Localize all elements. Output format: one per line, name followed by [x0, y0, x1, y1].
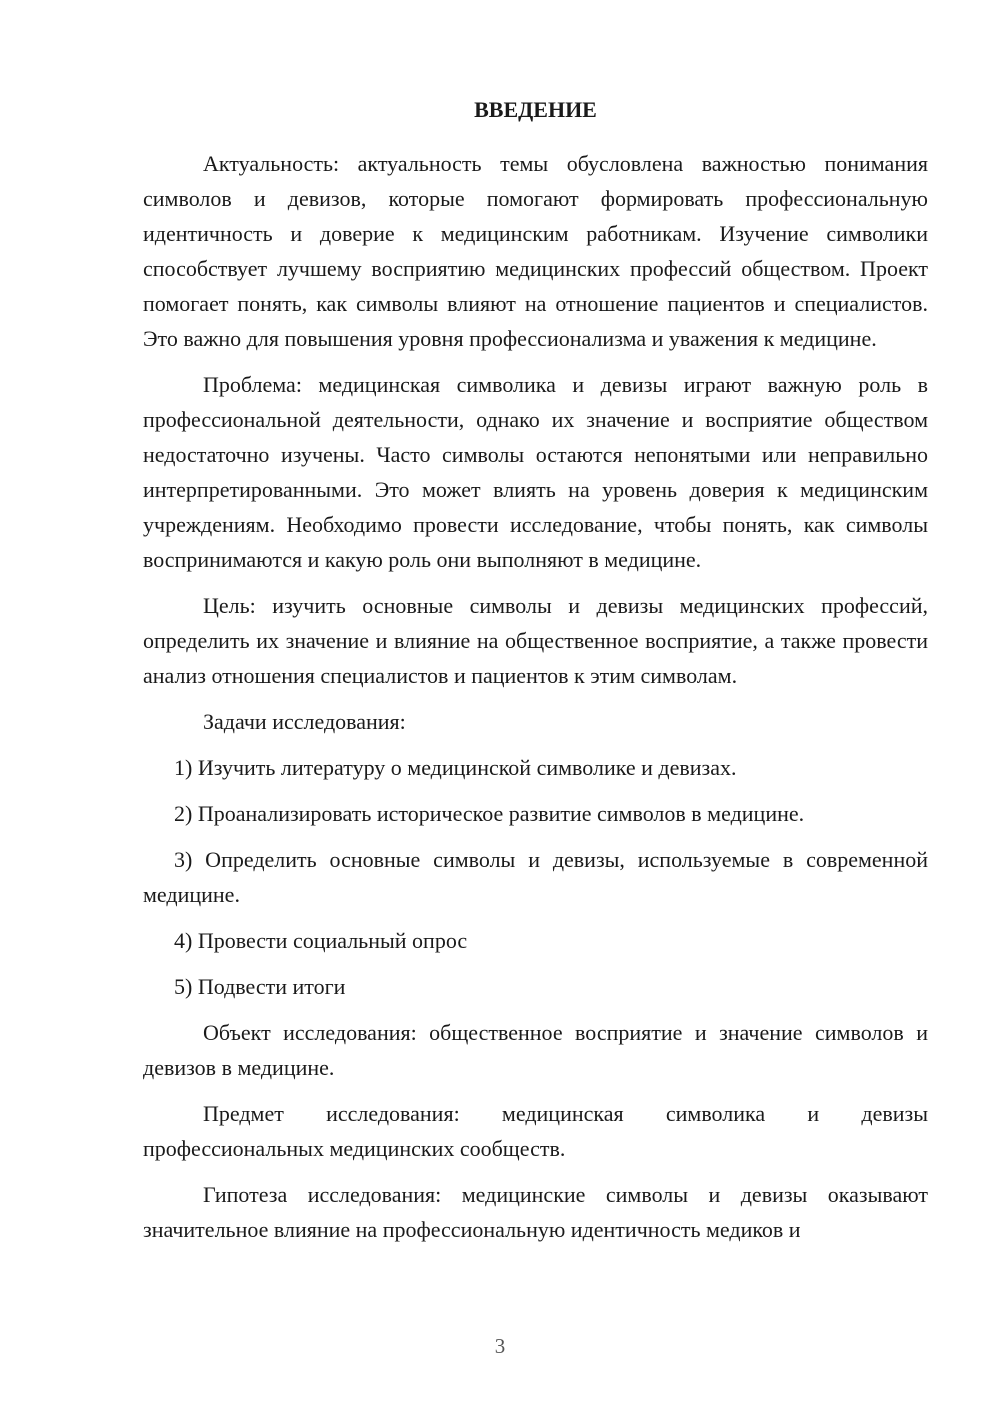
task-item: 1) Изучить литературу о медицинской символике и девизах.	[174, 755, 737, 780]
section-heading: ВВЕДЕНИЕ	[474, 97, 597, 122]
paragraph-problem: Проблема: медицинская символика и девизы играют важную роль в профессиональной деятельности, однако их значение и восприятие обществом недостаточно изучены. Часто символы остаются непонятыми или неправильно интерпретированными. Это может влиять на уровень доверия к медицинским учреждениям. Необходимо провести исследование, чтобы понять, как символы воспринимаются и какую роль они выполняют в медицине.	[143, 372, 928, 572]
task-item: 3) Определить основные символы и девизы, используемые в современной медицине.	[143, 847, 928, 907]
paragraph-hypothesis: Гипотеза исследования: медицинские символы и девизы оказывают значительное влияние на профессиональную идентичность медиков и	[143, 1182, 928, 1242]
document-page	[143, 96, 928, 1258]
page-number: 3	[494, 1334, 506, 1358]
paragraph-object: Объект исследования: общественное восприятие и значение символов и девизов в медицине.	[143, 1020, 928, 1080]
task-item: 4) Провести социальный опрос	[174, 928, 468, 953]
tasks-heading: Задачи исследования:	[203, 709, 406, 734]
task-item: 2) Проанализировать историческое развитие символов в медицине.	[174, 801, 805, 826]
paragraph-relevance: Актуальность: актуальность темы обусловлена важностью понимания символов и девизов, которые помогают формировать профессиональную идентичность и доверие к медицинским работникам. Изучение символики способствует лучшему восприятию медицинских профессий обществом. Проект помогает понять, как символы влияют на отношение пациентов и специалистов. Это важно для повышения уровня профессионализма и уважения к медицине.	[143, 151, 928, 351]
paragraph-goal: Цель: изучить основные символы и девизы медицинских профессий, определить их значение и влияние на общественное восприятие, а также провести анализ отношения специалистов и пациентов к этим символам.	[143, 593, 928, 688]
task-item: 5) Подвести итоги	[174, 974, 346, 999]
paragraph-subject: Предмет исследования: медицинская символика и девизы профессиональных медицинских сообществ.	[143, 1101, 928, 1161]
